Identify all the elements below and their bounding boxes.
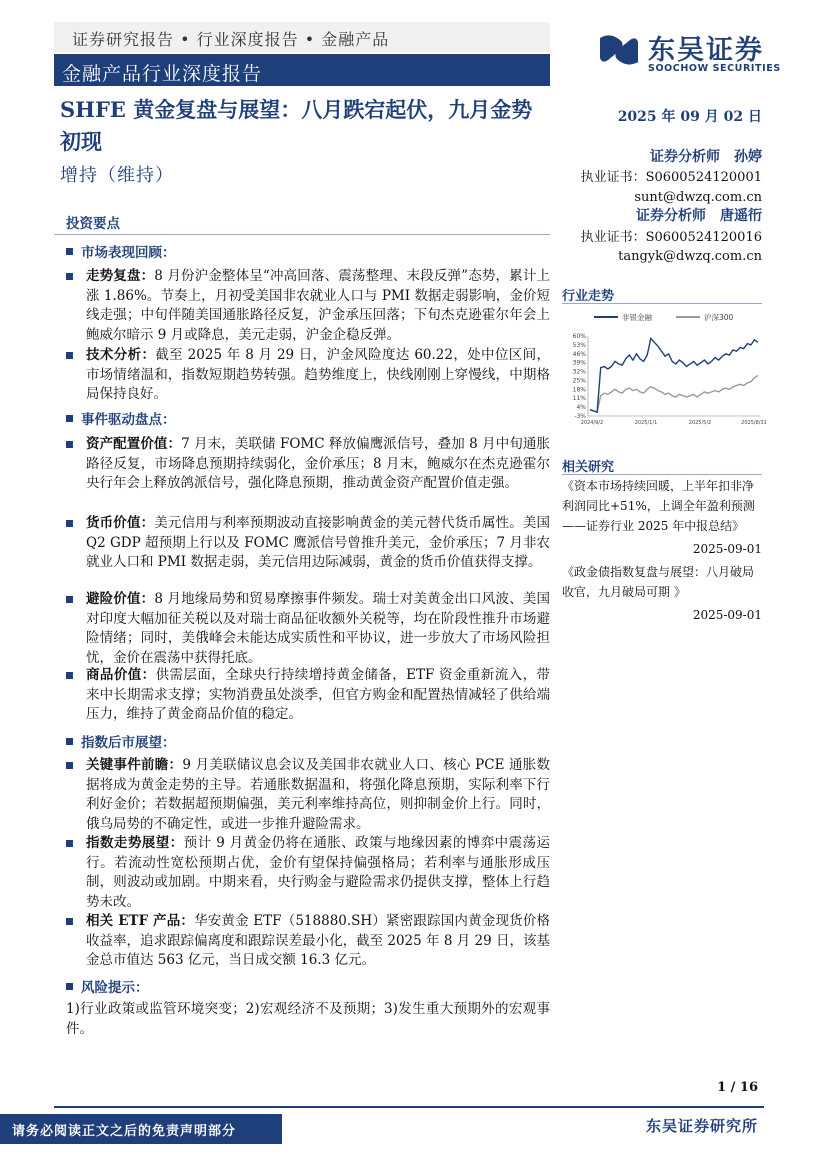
- y-tick-label: 60%: [572, 333, 586, 340]
- risk-text: 1)行业政策或监管环境突变；2)宏观经济不及预期；3)发生重大预期外的宏观事件。: [66, 1001, 550, 1037]
- divider: [54, 234, 550, 235]
- section-heading-market: 市场表现回顾：: [66, 241, 176, 261]
- analyst-1-license: 执业证书：S0600524120001: [580, 170, 762, 185]
- chart-y-axis: [573, 333, 588, 420]
- chart-legend: [594, 312, 734, 322]
- report-date: 2025 年 09 月 02 日: [617, 109, 762, 125]
- y-tick-label: 32%: [572, 368, 586, 376]
- series-line-非银金融: [590, 339, 758, 413]
- footer-divider: [54, 1106, 764, 1108]
- section-heading-outlook: 指数后市展望：: [66, 731, 176, 751]
- y-tick-label: 39%: [572, 359, 586, 367]
- soochow-logo-icon: [596, 30, 642, 70]
- bullet-trend-review: 走势复盘：8 月份沪金整体呈“冲高回落、震荡整理、末段反弹”态势，累计上涨 1.86%。节奏上，月初受美国非农就业人口与 PMI 数据走弱影响，金价短线走强；中旬伴随美国通胀路径反复，沪金承压回落；下旬杰克逊霍尔年会上鲍威尔暗示 9 月或降息，美元走弱，沪金企稳反弹。: [66, 267, 550, 345]
- x-tick-label: 2025/5/2: [688, 420, 712, 426]
- header-category: 证券研究报告 • 行业深度报告 • 金融产品: [72, 30, 390, 49]
- header-report-type: 金融产品行业深度报告: [62, 63, 263, 85]
- divider: [562, 474, 762, 475]
- x-tick-label: 2024/9/2: [580, 420, 604, 426]
- legend-label-1: 沪深300: [704, 313, 734, 322]
- rating: 增持（维持）: [60, 165, 174, 186]
- chart-plot: [590, 339, 758, 413]
- industry-trend-chart: [564, 308, 767, 428]
- x-tick-label: 2025/1/1: [634, 420, 658, 426]
- bullet-index-outlook: 指数走势展望：预计 9 月黄金仍将在通胀、政策与地缘因素的博弈中震荡运行。若流动性宽松预期占优，金价有望保持偏强格局；若利率与通胀形成压制，则波动或加剧。中期来看，央行购金与避险需求仍提供支撑，整体上行趋势未改。: [66, 834, 550, 912]
- bullet-etf-products: 相关 ETF 产品：华安黄金 ETF（518880.SH）紧密跟踪国内黄金现货价格收益率，追求跟踪偏离度和跟踪误差最小化，截至 2025 年 8 月 29 日，该基金总市值达 563 亿元，当日成交额 16.3 亿元。: [66, 912, 550, 971]
- y-tick-label: 18%: [572, 386, 586, 394]
- y-tick-label: 4%: [576, 404, 586, 412]
- y-tick-label: -3%: [574, 413, 586, 420]
- bullet-key-events: 关键事件前瞻：9 月美联储议息会议及美国非农就业人口、核心 PCE 通胀数据将成为黄金走势的主导。若通胀数据温和，将强化降息预期，实际利率下行利好金价；若数据超预期偏强，美元利率维持高位，则抑制金价上行。同时，俄乌局势的不确定性，或进一步推升避险需求。: [66, 756, 550, 834]
- analyst-2-email[interactable]: tangyk@dwzq.com.cn: [618, 249, 762, 264]
- related-report-1-date: 2025-09-01: [692, 542, 762, 556]
- logo-name-cn: 东吴证券: [648, 35, 764, 66]
- section-heading-events: 事件驱动盘点：: [66, 408, 176, 428]
- related-heading: 相关研究: [562, 460, 615, 475]
- page-number: 1 / 16: [717, 1080, 758, 1095]
- trend-heading: 行业走势: [562, 289, 615, 304]
- analyst-1-name: 证券分析师 孙婷: [650, 149, 762, 165]
- y-tick-label: 46%: [572, 350, 586, 358]
- logo-name-en: SOOCHOW SECURITIES: [648, 63, 781, 74]
- analyst-2-license: 执业证书：S0600524120016: [580, 230, 762, 245]
- divider: [562, 303, 762, 304]
- x-tick-label: 2025/8/31: [741, 420, 767, 426]
- related-report-1[interactable]: 《资本市场持续回暖，上半年扣非净利润同比+51%，上调全年盈利预测——证券行业 2025 年中报总结》: [562, 479, 755, 533]
- related-report-2[interactable]: 《政金债指数复盘与展望：八月破局收官，九月破局可期 》: [562, 565, 755, 599]
- related-report-2-date: 2025-09-01: [692, 608, 762, 622]
- bullet-monetary-value: 货币价值：美元信用与利率预期波动直接影响黄金的美元替代货币属性。美国 Q2 GDP 超预期上行以及 FOMC 鹰派信号曾推升美元，金价承压；7 月非农就业人口和 PMI 数据走弱，美元信用边际减弱，黄金的货币价值获得支撑。: [66, 514, 550, 573]
- section-heading-risk: 风险提示：: [66, 976, 149, 996]
- footer-disclaimer[interactable]: 请务必阅读正文之后的免责声明部分: [12, 1124, 237, 1139]
- bullet-commodity-value: 商品价值：供需层面，全球央行持续增持黄金储备，ETF 资金重新流入，带来中长期需求支撑；实物消费虽处淡季，但官方购金和配置热情减轻了供给端压力，维持了黄金商品价值的稳定。: [66, 666, 550, 725]
- chart-x-axis: [581, 416, 767, 426]
- y-tick-label: 25%: [572, 377, 586, 385]
- key-points-heading: 投资要点: [66, 216, 120, 232]
- report-title: SHFE 黄金复盘与展望：八月跌宕起伏，九月金势初现: [60, 97, 533, 154]
- legend-label-0: 非银金融: [622, 313, 652, 322]
- y-tick-label: 11%: [572, 395, 586, 403]
- analyst-2-name: 证券分析师 唐遥衎: [636, 208, 762, 224]
- analyst-1-email[interactable]: sunt@dwzq.com.cn: [634, 190, 762, 205]
- series-line-沪深300: [590, 375, 758, 412]
- bullet-asset-allocation: 资产配置价值：7 月末，美联储 FOMC 释放偏鹰派信号，叠加 8 月中旬通胀路径反复，市场降息预期持续弱化，金价承压；8 月末，鲍威尔在杰克逊霍尔央行年会上释放鸽派信号，强化降息预期，推动黄金资产配置价值走强。: [66, 435, 550, 494]
- bullet-safe-haven: 避险价值：8 月地缘局势和贸易摩擦事件频发。瑞士对美黄金出口风波、美国对印度大幅加征关税以及对瑞士商品征收额外关税等，均在阶段性推升市场避险情绪；同时，美俄峰会未能达成实质性和平协议，进一步放大了市场风险担忧，金价在震荡中获得托底。: [66, 590, 550, 668]
- footer-institute: 东吴证券研究所: [645, 1117, 758, 1135]
- y-tick-label: 53%: [572, 341, 586, 349]
- bullet-technical-analysis: 技术分析：截至 2025 年 8 月 29 日，沪金风险度达 60.22，处中位区间，市场情绪温和，指数短期趋势转强。趋势维度上，快线刚刚上穿慢线，中期格局保持良好。: [66, 346, 550, 405]
